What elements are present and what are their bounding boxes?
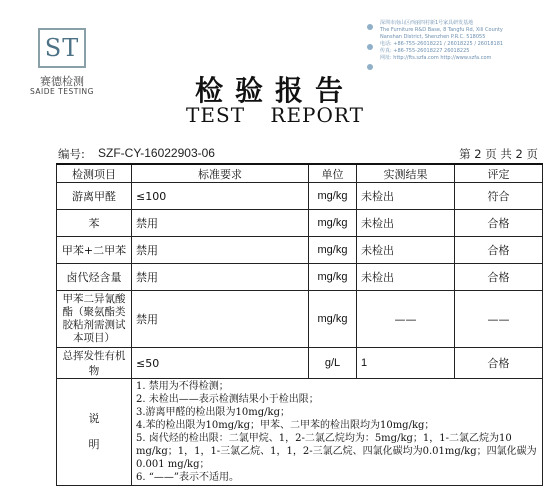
table-row <box>57 348 543 379</box>
cell-item: 苯 <box>57 210 132 237</box>
cell-standard: 禁用 <box>132 210 309 237</box>
contact-line: 网址: http://fts.szfa.com http://www.szfa.com <box>380 55 492 61</box>
cell-evaluation: 符合 <box>455 183 543 210</box>
cell-item: 总挥发性有机物 <box>57 348 132 379</box>
cell-result: 未检出 <box>357 183 455 210</box>
phone-icon <box>367 44 373 50</box>
header-standard: 标准要求 <box>132 164 309 183</box>
contact-line: 深圳市南山区西丽四村新1号家具研发基地 <box>380 20 474 26</box>
note-item: 4.苯的检出限为10mg/kg；甲苯、二甲苯的检出限均为10mg/kg； <box>136 420 435 431</box>
address-icon <box>367 24 373 30</box>
cell-item: 游离甲醛 <box>57 183 132 210</box>
header-item: 检测项目 <box>57 164 132 183</box>
cell-evaluation: 合格 <box>455 210 543 237</box>
notes-label-2: 明 <box>88 438 100 451</box>
cell-result: —— <box>357 291 455 348</box>
table-row <box>57 264 543 291</box>
cell-standard: 禁用 <box>132 237 309 264</box>
table-row <box>57 291 543 348</box>
cell-standard: ≤100 <box>132 183 309 210</box>
report-number-label: 编号: <box>58 147 85 161</box>
logo-name-cn: 赛德检测 <box>40 75 84 88</box>
cell-item: 卤代烃含量 <box>57 264 132 291</box>
table-row <box>57 210 543 237</box>
note-item: 3.游离甲醛的检出限为10mg/kg； <box>136 407 290 418</box>
cell-evaluation: 合格 <box>455 264 543 291</box>
report-meta <box>58 146 538 162</box>
cell-evaluation: 合格 <box>455 237 543 264</box>
cell-unit: mg/kg <box>309 183 357 210</box>
table-row <box>57 183 543 210</box>
cell-unit: g/L <box>309 348 357 379</box>
contact-line: Nanshan District, Shenzhen P.R.C. 518055 <box>380 34 486 40</box>
note-item: 6. “——”表示不适用。 <box>136 472 239 483</box>
cell-standard: 禁用 <box>132 291 309 348</box>
cell-result: 未检出 <box>357 264 455 291</box>
notes-label <box>57 379 132 486</box>
header-evaluation: 评定 <box>455 164 543 183</box>
cell-result: 未检出 <box>357 237 455 264</box>
contact-line: 传真: +86-755-26018227 26018225 <box>380 48 470 54</box>
table-header-row <box>57 164 543 183</box>
contact-block <box>380 20 545 62</box>
cell-unit: mg/kg <box>309 264 357 291</box>
report-number-value: SZF-CY-16022903-06 <box>98 146 215 160</box>
cell-unit: mg/kg <box>309 237 357 264</box>
header-result: 实测结果 <box>357 164 455 183</box>
cell-standard: ≤50 <box>132 348 309 379</box>
cell-unit: mg/kg <box>309 291 357 348</box>
cell-result: 未检出 <box>357 210 455 237</box>
cell-standard: 禁用 <box>132 264 309 291</box>
cell-unit: mg/kg <box>309 210 357 237</box>
header-unit: 单位 <box>309 164 357 183</box>
note-item: 1. 禁用为不得检测； <box>136 381 229 392</box>
note-item: 2. 未检出——表示检测结果小于检出限； <box>136 394 319 405</box>
page-indicator: 第 2 页 共 2 页 <box>459 147 538 161</box>
cell-item: 甲苯+二甲苯 <box>57 237 132 264</box>
report-title-cn: 检验报告 <box>194 74 355 107</box>
cell-evaluation: 合格 <box>455 348 543 379</box>
logo-mark: ST <box>38 28 86 68</box>
notes-label-1: 说 <box>88 412 100 425</box>
results-table <box>56 163 543 486</box>
cell-result: 1 <box>357 348 455 379</box>
contact-line: The Furniture R&D Base, 8 Tangfu Rd, Xili County <box>380 27 503 33</box>
cell-evaluation: —— <box>455 291 543 348</box>
contact-line: 电话: +86-755-26018221 / 26018225 / 26018181 <box>380 41 504 47</box>
notes-content <box>132 379 543 486</box>
note-item: 5. 卤代烃的检出限：二氯甲烷、1，2-二氯乙烷均为：5mg/kg；1，1-二氯乙烷为10 mg/kg；1，1，1-三氯乙烷、1，1，2-三氯乙烷、四氯化碳均为0.01mg/kg；四氯化碳为0.001 mg/kg； <box>136 433 537 470</box>
cell-item: 甲苯二异氰酸酯（聚氨酯类胶粘剂需测试本项目） <box>57 291 132 348</box>
logo-name-en: SAIDE TESTING <box>30 87 94 96</box>
contact-icons <box>357 6 397 16</box>
report-title-en: TEST REPORT <box>186 103 364 127</box>
table-row <box>57 237 543 264</box>
notes-row <box>57 379 543 486</box>
